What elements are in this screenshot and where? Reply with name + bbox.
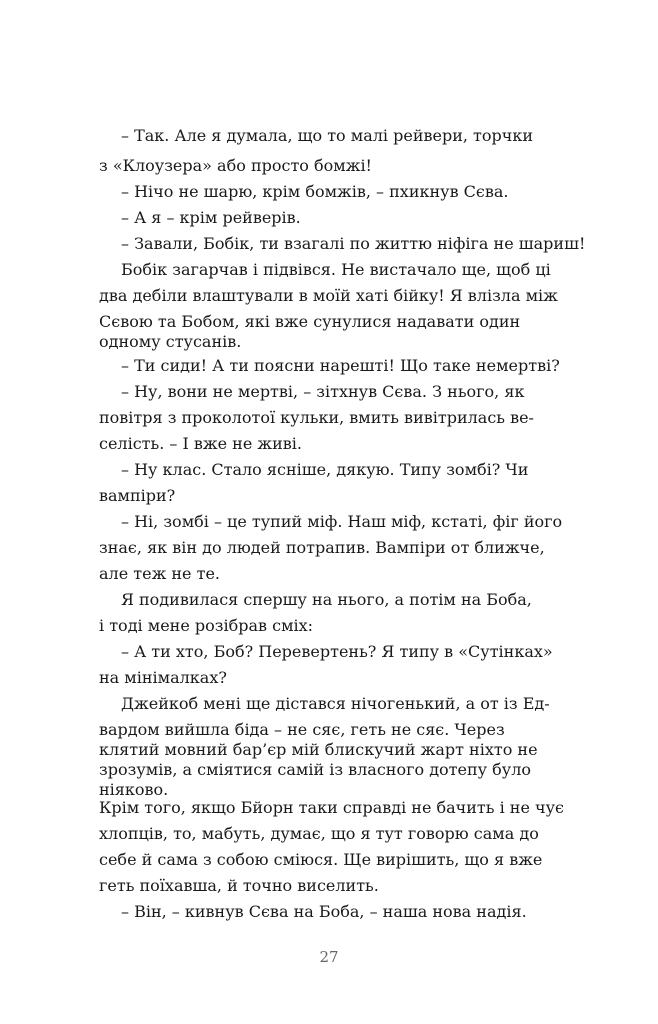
text-line: Джейкоб мені ще дістався нічогенький, а от із Ед-: [121, 694, 550, 713]
text-line: знає, як він до людей потрапив. Вампіри от ближче,: [99, 538, 545, 557]
text-line: Я подивилася спершу на нього, а потім на Боба,: [121, 590, 532, 609]
text-line: – А ти хто, Боб? Перевертень? Я типу в «Сутінках»: [121, 642, 553, 661]
text-line: Сєвою та Бобом, які вже сунулися надавати один одному стусанів.: [99, 312, 521, 351]
text-line: але теж не те.: [99, 564, 221, 583]
text-line: вампіри?: [99, 486, 176, 505]
text-line: Бобік загарчав і підвівся. Не вистачало ще, щоб ці: [121, 260, 551, 279]
text-line: вардом вийшла біда – не сяє, геть не сяє. Через клятий мовний бар’єр мій блискучий жарт ніхто не зрозумів, а сміятися самій із власного дотепу було ніяково.: [99, 720, 538, 799]
text-line: Крім того, якщо Бйорн таки справді не бачить і не чує: [99, 798, 564, 817]
text-line: – Він, – кивнув Сєва на Боба, – наша нова надія.: [121, 902, 527, 921]
text-line: повітря з проколотої кульки, вмить вивітрилась ве-: [99, 408, 534, 427]
text-line: селість. – І вже не живі.: [99, 434, 302, 453]
text-line: два дебіли влаштували в моїй хаті бійку! Я влізла між: [99, 286, 558, 305]
text-line: – Завали, Бобік, ти взагалі по життю ніфіга не шариш!: [121, 234, 586, 253]
text-line: – Ну клас. Стало ясніше, дякую. Типу зомбі? Чи: [121, 460, 529, 479]
text-line: – Ну, вони не мертві, – зітхнув Сєва. З нього, як: [121, 382, 525, 401]
text-line: – Ти сиди! А ти поясни нарешті! Що таке немертві?: [121, 356, 560, 375]
text-line: – А я – крім рейверів.: [121, 208, 301, 227]
text-line: з «Клоузера» або просто бомжі!: [99, 156, 372, 175]
text-line: хлопців, то, мабуть, думає, що я тут говорю сама до: [99, 824, 539, 843]
text-line: – Так. Але я думала, що то малі рейвери, торчки: [121, 126, 534, 145]
text-line: і тоді мене розібрав сміх:: [99, 616, 314, 635]
text-line: геть поїхавша, й точно виселить.: [99, 876, 379, 895]
page-number: 27: [319, 948, 339, 966]
text-line: – Нічо не шарю, крім бомжів, – пхикнув Сєва.: [121, 182, 509, 201]
text-line: – Ні, зомбі – це тупий міф. Наш міф, кстаті, фіг його: [121, 512, 563, 531]
text-line: себе й сама з собою сміюся. Ще вирішить, що я вже: [99, 850, 543, 869]
text-line: на мінімалках?: [99, 668, 227, 687]
